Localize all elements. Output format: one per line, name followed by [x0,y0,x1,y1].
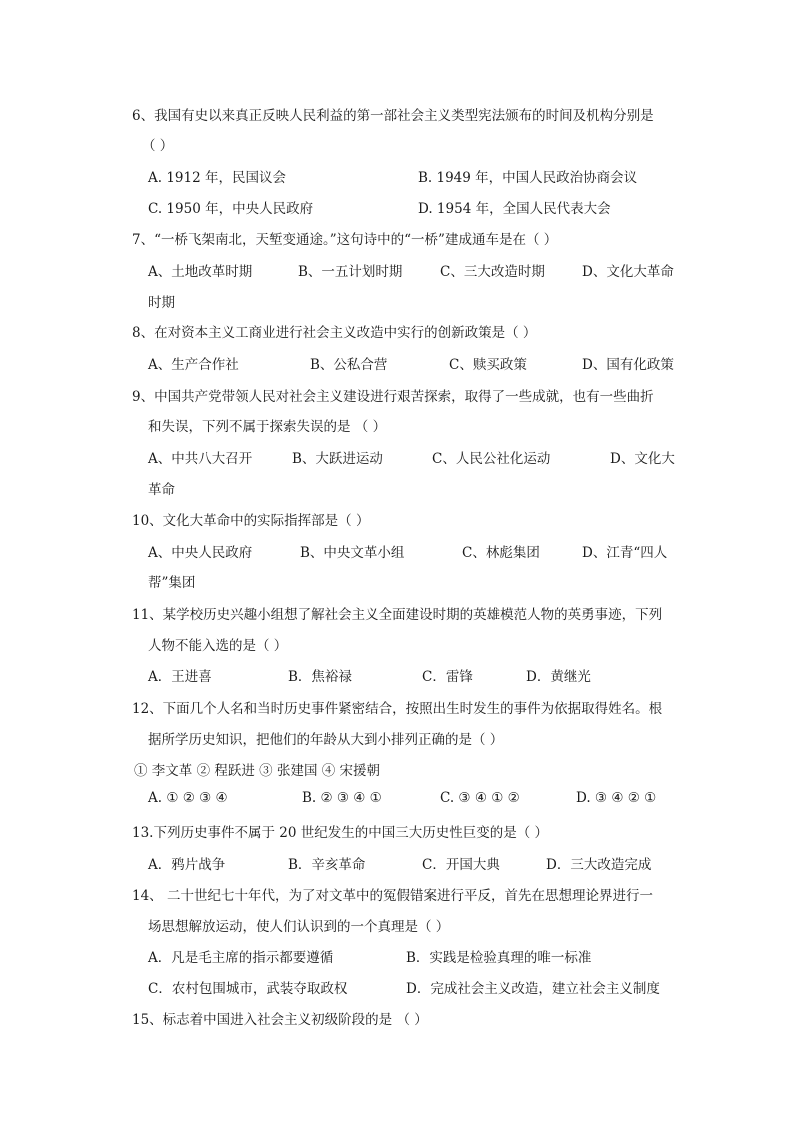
q11-stem-line2: 人物不能入选的是（ ） [148,638,288,654]
q14-option-b: B．实践是检验真理的唯一标准 [406,950,592,966]
q10-stem: 10、文化大革命中的实际指挥部是（ ） [132,513,370,529]
q13-option-a: A．鸦片战争 [148,857,226,873]
q11-option-b: B．焦裕禄 [288,669,352,685]
q12-names-line: ① 李文革 ② 程跃进 ③ 张建国 ④ 宋援朝 [134,763,381,779]
q13-stem: 13.下列历史事件不属于 20 世纪发生的中国三大历史性巨变的是（ ） [132,825,549,841]
q10-option-a: A、中央人民政府 [148,545,253,561]
q14-option-c: C．农村包围城市，武装夺取政权 [148,981,348,997]
q8-option-d: D、国有化政策 [582,357,674,373]
q14-stem-line1: 14、 二十世纪七十年代，为了对文革中的冤假错案进行平反，首先在思想理论界进行一 [132,888,653,904]
q7-stem: 7、“一桥飞架南北，天堑变通途。”这句诗中的“一桥”建成通车是在（ ） [132,232,558,248]
q9-option-a: A、中共八大召开 [148,451,253,467]
q12-option-a: A. ① ② ③ ④ [148,790,228,806]
q12-option-b: B. ② ③ ④ ① [302,790,382,806]
q10-option-d: D、江青“四人 [582,545,668,561]
q13-option-b: B．辛亥革命 [288,857,366,873]
q9-option-d: D、文化大 [610,451,675,467]
q6-option-d: D. 1954 年，全国人民代表大会 [418,201,611,217]
q11-option-c: C．雷锋 [422,669,473,685]
q15-stem: 15、标志着中国进入社会主义初级阶段的是 （ ） [132,1012,428,1028]
q12-option-c: C. ③ ④ ① ② [440,790,520,806]
q9-option-c: C、人民公社化运动 [432,451,551,467]
q11-option-a: A．王进喜 [148,669,212,685]
q11-option-d: D．黄继光 [526,669,591,685]
q13-option-d: D．三大改造完成 [546,857,652,873]
q6-stem-line1: 6、我国有史以来真正反映人民利益的第一部社会主义类型宪法颁布的时间及机构分别是 [132,108,654,124]
q12-option-d: D. ③ ④ ② ① [576,790,657,806]
q7-option-a: A、土地改革时期 [148,264,253,280]
q11-stem-line1: 11、某学校历史兴趣小组想了解社会主义全面建设时期的英雄模范人物的英勇事迹，下列 [132,607,663,623]
q7-option-c: C、三大改造时期 [440,264,545,280]
q14-option-a: A．凡是毛主席的指示都要遵循 [148,950,334,966]
q10-option-b: B、中央文革小组 [300,545,405,561]
q13-option-c: C．开国大典 [422,857,500,873]
q7-option-b: B、一五计划时期 [298,264,403,280]
q8-option-b: B、公私合营 [310,357,388,373]
q12-stem-line2: 据所学历史知识，把他们的年龄从大到小排列正确的是（ ） [148,732,504,748]
q9-stem-line2: 和失误，下列不属于探索失误的是 （ ） [148,419,387,435]
q9-option-d-wrap: 革命 [148,482,175,498]
q10-option-d-wrap: 帮”集团 [148,575,196,591]
q14-option-d: D．完成社会主义改造，建立社会主义制度 [406,981,660,997]
q9-stem-line1: 9、中国共产党带领人民对社会主义建设进行艰苦探索，取得了一些成就，也有一些曲折 [132,389,654,405]
q8-stem: 8、在对资本主义工商业进行社会主义改造中实行的创新政策是（ ） [132,325,537,341]
q8-option-c: C、赎买政策 [449,357,527,373]
q6-option-a: A. 1912 年，民国议会 [148,170,286,186]
q8-option-a: A、生产合作社 [148,357,239,373]
q12-stem-line1: 12、下面几个人名和当时历史事件紧密结合，按照出生时发生的事件为依据取得姓名。根 [132,701,663,717]
q7-option-d: D、文化大革命 [582,264,674,280]
q14-stem-line2: 场思想解放运动，使人们认识到的一个真理是（ ） [148,919,450,935]
q6-option-c: C. 1950 年，中央人民政府 [148,201,314,217]
q6-option-b: B. 1949 年，中国人民政治协商会议 [418,170,638,186]
q6-stem-line2: （ ） [142,138,174,154]
q10-option-c: C、林彪集团 [462,545,540,561]
q9-option-b: B、大跃进运动 [292,451,383,467]
q7-option-d-wrap: 时期 [148,295,175,311]
